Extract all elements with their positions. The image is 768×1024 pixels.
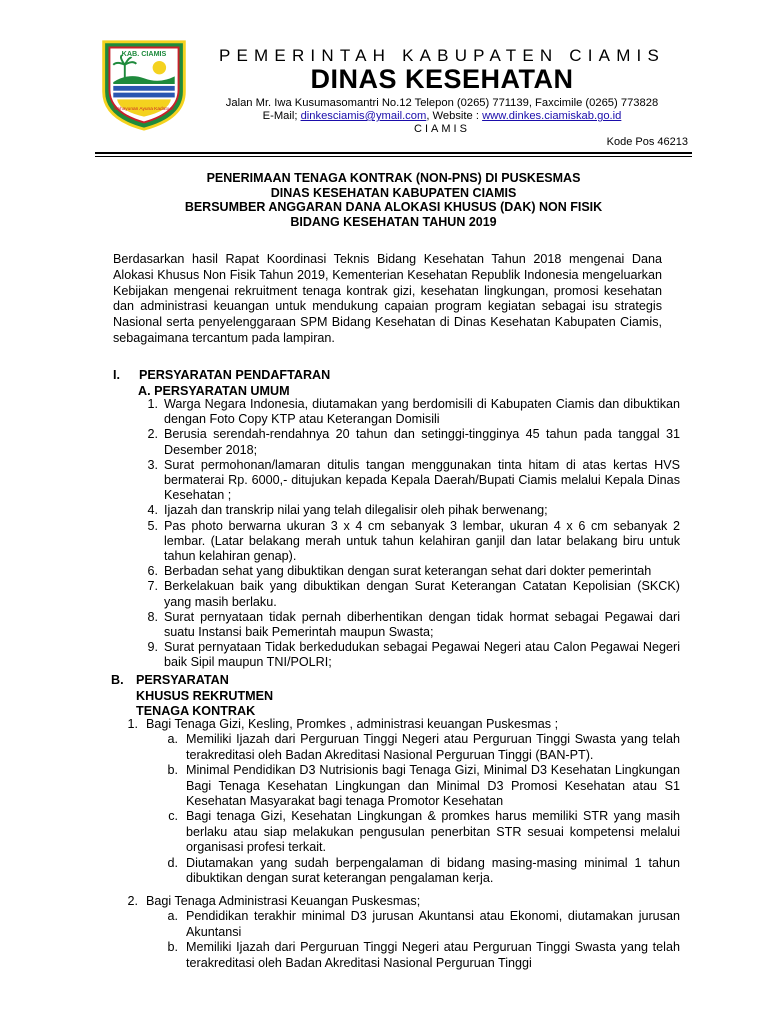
list-item: 4. Ijazah dan transkrip nilai yang telah dilegalisir oleh pihak berwenang; <box>147 503 548 518</box>
department-name: DINAS KESEHATAN <box>310 64 574 94</box>
section-heading <box>113 368 330 382</box>
list-item: 9. Surat pernyataan Tidak berkedudukan sebagai Pegawai Negeri atau Calon Pegawai Negeri baik Sipil maupun TNI/POLRI; <box>147 640 680 670</box>
title-line: BERSUMBER ANGGARAN DANA ALOKASI KHUSUS (DAK) NON FISIK <box>184 200 603 214</box>
letterhead-divider-thin <box>95 156 692 157</box>
logo-text-bottom: Mahayunan Ayuna Kadatuan <box>113 106 175 112</box>
sub-list <box>120 732 680 886</box>
logo-text-top: KAB. CIAMIS <box>121 49 167 59</box>
list-item: b. Memiliki Ijazah dari Perguruan Tinggi Negeri atau Perguruan Tinggi Swasta yang telah terakreditasi oleh Badan Akreditasi Nasional Perguruan Tinggi <box>167 940 680 970</box>
list-item: a. Pendidikan terakhir minimal D3 jurusan Akuntansi atau Ekonomi, diutamakan jurusan Akuntansi <box>167 909 680 939</box>
section-number: I. <box>113 368 120 382</box>
list-item: 2. Berusia serendah-rendahnya 20 tahun dan setinggi-tingginya 45 tahun pada tanggal 31 Desember 2018; <box>147 427 680 457</box>
list-item: a. Memiliki Ijazah dari Perguruan Tinggi Negeri atau Perguruan Tinggi Swasta yang telah terakreditasi oleh Badan Akreditasi Nasional Perguruan Tinggi (BAN-PT). <box>167 732 680 762</box>
list-item: b. Minimal Pendidikan D3 Nutrisionis bagi Tenaga Gizi, Minimal D3 Kesehatan Lingkungan Bagi Tenaga Kesehatan Lingkungan dan Minimal D3 Promosi Kesehatan atau S1 Kesehatan Masyarakat bagi tenaga Promotor Kesehatan <box>167 763 680 809</box>
general-requirements-list <box>138 397 680 671</box>
postal-code: Kode Pos 46213 <box>606 136 688 148</box>
list-item: 5. Pas photo berwarna ukuran 3 x 4 cm sebanyak 3 lembar, ukuran 4 x 6 cm sebanyak 2 lembar. (Latar belakang merah untuk tahun kelahiran ganjil dan latar belakang biru untuk tahun kelahiran genap). <box>147 518 680 564</box>
email-link[interactable]: dinkesciamis@ymail.com <box>300 110 427 122</box>
subsection-b-heading: B. PERSYARATAN KHUSUS REKRUTMEN TENAGA KONTRAK <box>111 673 274 719</box>
special-requirements-group-2 <box>120 894 680 971</box>
document-title <box>100 171 687 229</box>
list-item: 3. Surat permohonan/lamaran ditulis tangan menggunakan tinta hitam di atas kertas HVS bermaterai Rp. 6000,- ditujukan kepada Kepala Daerah/Bupati Ciamis melalui Kepala Dinas Kesehatan ; <box>147 457 680 503</box>
list-item: 7. Berkelakuan baik yang dibuktikan dengan Surat Keterangan Catatan Kepolisian (SKCK) yang masih berlaku. <box>147 579 680 609</box>
contact-line <box>196 110 688 123</box>
address-line: Jalan Mr. Iwa Kusumasomantri No.12 Telepon (0265) 771139, Faxcimile (0265) 773828 <box>225 97 659 109</box>
list-item: 1. Bagi Tenaga Gizi, Kesling, Promkes , administrasi keuangan Puskesmas ; a. Memiliki Ijazah dari Perguruan Tinggi Negeri atau Perguruan Tinggi Swasta yang telah terakreditasi oleh Badan Akreditasi Nasional Perguruan Tinggi (BAN-PT). b. Minimal Pendidikan D3 Nutrisionis bagi Tenaga Gizi, Minimal D3 Kesehatan Lingkungan Bagi Tenaga Kesehatan Lingkungan dan Minimal D3 Promosi Kesehatan atau S1 Kesehatan Masyarakat bagi tenaga Promotor Kesehatan c. Bagi tenaga Gizi, Kesehatan Lingkungan & promkes harus memiliki STR yang masih berlaku atau siap melakukan pengusulan penerbitan STR sesuai kompetensi melalui organisasi profesi terkait. d. Diutamakan yang sudah berpengalaman di bidang masing-masing minimal 1 tahun dibuktikan dengan surat keterangan pengalaman kerja. <box>120 717 680 886</box>
city-name: CIAMIS <box>414 123 470 135</box>
section-title: PERSYARATAN PENDAFTARAN <box>139 368 331 382</box>
website-label: , Website : <box>426 110 483 122</box>
special-requirements-group-1 <box>120 717 680 886</box>
list-item: 6. Berbadan sehat yang dibuktikan dengan surat keterangan sehat dari dokter pemerintah <box>147 564 652 579</box>
email-label: E-Mail; <box>262 110 301 122</box>
list-item: d. Diutamakan yang sudah berpengalaman di bidang masing-masing minimal 1 tahun dibuktikan dengan surat keterangan pengalaman kerja. <box>167 855 680 886</box>
list-item: 8. Surat pernyataan tidak pernah diberhentikan dengan tidak hormat sebagai Pegawai dari suatu Instansi baik Pemerintah maupun Swasta; <box>147 609 680 640</box>
list-item: c. Bagi tenaga Gizi, Kesehatan Lingkungan & promkes harus memiliki STR yang masih berlaku atau siap melakukan pengusulan penerbitan STR sesuai kompetensi melalui organisasi profesi terkait. <box>168 809 680 855</box>
sub-list <box>120 909 680 971</box>
letterhead-divider-thick <box>95 152 692 154</box>
list-item: 2. Bagi Tenaga Administrasi Keuangan Puskesmas; a. Pendidikan terakhir minimal D3 jurusan Akuntansi atau Ekonomi, diutamakan jurusan Akuntansi b. Memiliki Ijazah dari Perguruan Tinggi Negeri atau Perguruan Tinggi Swasta yang telah terakreditasi oleh Badan Akreditasi Nasional Perguruan Tinggi <box>120 894 680 971</box>
ciamis-regency-logo-icon <box>96 36 192 132</box>
title-line: BIDANG KESEHATAN TAHUN 2019 <box>290 214 497 229</box>
subsection-b-number: B. <box>111 673 124 687</box>
list-item: 1. Warga Negara Indonesia, diutamakan yang berdomisili di Kabupaten Ciamis dan dibuktikan dengan Foto Copy KTP atau Keterangan Domisili <box>147 397 680 427</box>
government-name: PEMERINTAH KABUPATEN CIAMIS <box>218 46 666 65</box>
title-line: DINAS KESEHATAN KABUPATEN CIAMIS <box>270 185 517 200</box>
title-line: PENERIMAAN TENAGA KONTRAK (NON-PNS) DI PUSKESMAS <box>206 171 581 185</box>
website-link[interactable]: www.dinkes.ciamiskab.go.id <box>482 110 622 122</box>
subsection-a-heading: A. PERSYARATAN UMUM <box>138 384 290 398</box>
intro-paragraph: Berdasarkan hasil Rapat Koordinasi Teknis Bidang Kesehatan Tahun 2018 mengenai Dana Alokasi Khusus Non Fisik Tahun 2019, Kementerian Kesehatan Republik Indonesia mengeluarkan Kebijakan mengenai rekruitment tenaga kontrak gizi, kesehatan lingkungan, promosi kesehatan dan administrasi keuangan untuk mendukung capaian program kegiatan sebagai isu strategis Nasional serta penyelenggaraan SPM Bidang Kesehatan di Dinas Kesehatan Kabupaten Ciamis, sebagaimana tercantum pada lampiran. <box>113 252 662 345</box>
